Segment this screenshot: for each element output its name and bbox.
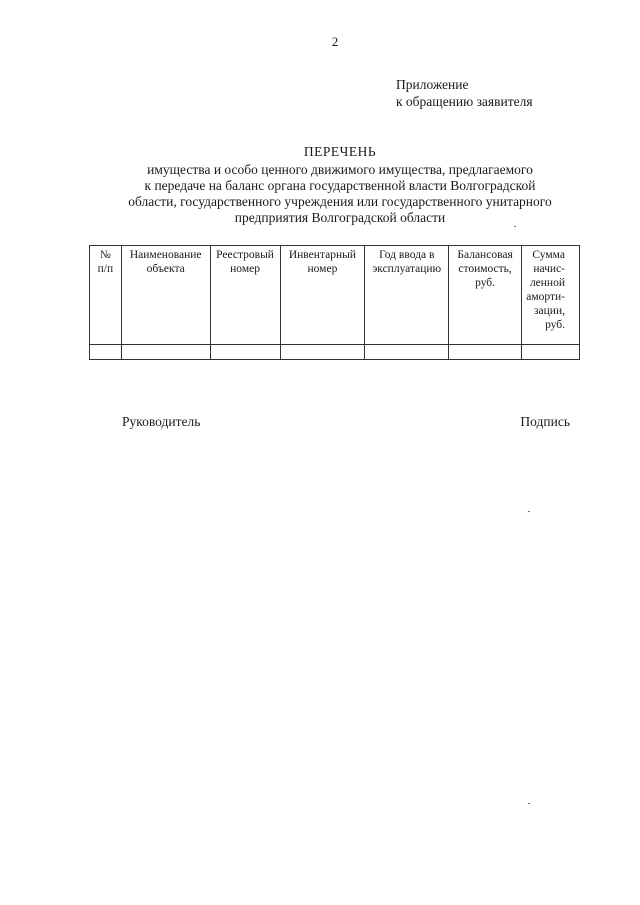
appendix-line-2: к обращению заявителя <box>396 94 533 109</box>
header-cell-registry-number: Реестровый номер <box>210 246 280 345</box>
heading-line-2: к передаче на баланс органа государственной власти Волгоградской <box>144 178 536 193</box>
appendix-note <box>396 76 533 110</box>
scan-speck <box>528 803 530 804</box>
signature-line <box>122 414 570 430</box>
table-header-row <box>90 246 580 345</box>
header-cell-inventory-number: Инвентарный номер <box>280 246 365 345</box>
table-cell <box>121 345 210 360</box>
header-cell-commission-year: Год ввода в эксплуатацию <box>365 246 449 345</box>
scan-speck <box>514 226 516 227</box>
signatory-title: Руководитель <box>122 414 201 429</box>
table-cell <box>90 345 122 360</box>
page-number: 2 <box>331 34 339 49</box>
header-cell-depreciation: Сумма начис- ленной аморти- зации, руб. <box>522 246 580 345</box>
heading-line-4: предприятия Волгоградской области <box>234 210 446 225</box>
signature-label: Подпись <box>520 414 570 429</box>
header-cell-book-value: Балансовая стоимость, руб. <box>449 246 522 345</box>
heading-line-1: имущества и особо ценного движимого имущества, предлагаемого <box>147 162 533 177</box>
heading-line-3: области, государственного учреждения или государственного унитарного <box>128 194 552 209</box>
table-cell <box>210 345 280 360</box>
header-cell-number: № п/п <box>90 246 122 345</box>
table-cell <box>280 345 365 360</box>
table-row <box>90 345 580 360</box>
document-heading <box>90 144 590 226</box>
property-table <box>89 245 580 360</box>
appendix-line-1: Приложение <box>396 77 469 92</box>
scan-speck <box>528 511 530 512</box>
document-title: ПЕРЕЧЕНЬ <box>303 144 377 159</box>
table-cell <box>449 345 522 360</box>
header-cell-name: Наименование объекта <box>121 246 210 345</box>
table-cell <box>365 345 449 360</box>
table-cell <box>522 345 580 360</box>
